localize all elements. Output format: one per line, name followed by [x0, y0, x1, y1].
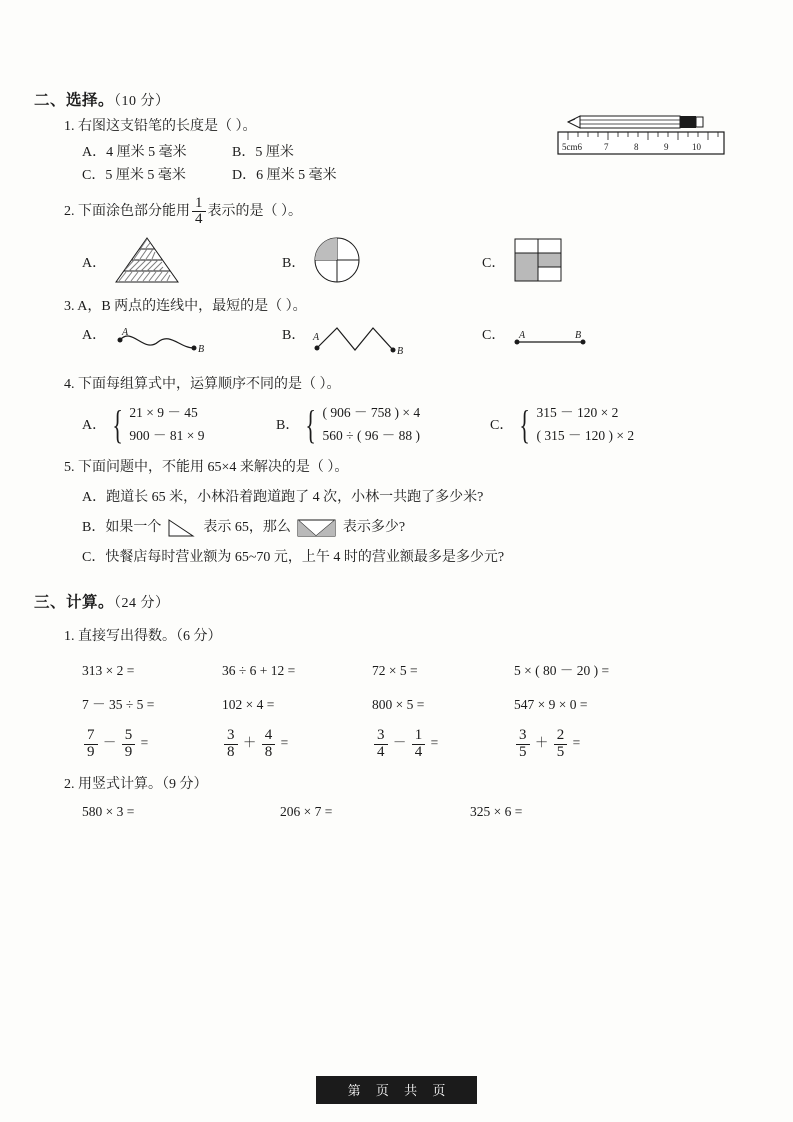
ruler-label-1: 7 — [604, 142, 609, 152]
question-3-2-points: （9 分） — [162, 776, 208, 792]
option-2-3-b — [282, 324, 482, 364]
option-2-3-b-label: B． — [282, 327, 306, 343]
fraction: $\frac{3}{5}$ — [516, 728, 530, 761]
square-grid-figure — [509, 234, 571, 286]
svg-text:A: A — [122, 326, 129, 338]
question-3-2-number: 2. — [64, 776, 75, 792]
circle-quarters-figure — [309, 234, 369, 286]
page-footer — [0, 1076, 793, 1104]
option-2-3-c — [482, 324, 682, 364]
fraction: $\frac{7}{9}$ — [84, 728, 98, 761]
curve-path-figure — [110, 324, 220, 364]
expr-c-1: 315 － 120 × 2 — [536, 404, 619, 420]
svg-text:B: B — [198, 343, 205, 355]
fraction: $\frac{4}{8}$ — [262, 728, 276, 761]
fraction: $\frac{2}{5}$ — [554, 728, 568, 761]
option-2-2-a — [82, 234, 282, 286]
section-two — [34, 88, 734, 568]
question-2-2-options — [82, 234, 734, 286]
svg-text:A: A — [519, 329, 526, 341]
option-2-1-d: D．6 厘米 5 毫米 — [232, 167, 337, 183]
mental-math-cell: 72 × 5 = — [372, 662, 418, 678]
mental-math-cell: $\frac{3}{5}$ ＋ $\frac{2}{5}$ = — [514, 723, 674, 762]
brace-group-b — [301, 402, 420, 448]
section-three-points: （24 分） — [114, 596, 170, 612]
question-2-3-text — [64, 296, 734, 318]
flag-shape-shaded-icon — [295, 518, 339, 538]
option-2-3-a-label: A． — [82, 327, 107, 343]
question-2-4-text — [64, 374, 734, 396]
option-2-2-b — [282, 234, 482, 286]
section-two-title: 二、选择。 — [34, 92, 115, 109]
question-3-1-stem: 直接写出得数。 — [78, 629, 176, 645]
option-2-4-c — [490, 402, 634, 448]
option-2-3-c-label: C． — [482, 327, 506, 343]
option-2-5-a: A．跑道长 65 米，小林沿着跑道跑了 4 次，小林一共跑了多少米? — [82, 490, 484, 506]
brace-group-c — [515, 402, 634, 448]
ruler-label-4: 10 — [692, 142, 701, 152]
option-2-5-b: B．如果一个 表示 65，那么 表示多少? — [82, 517, 734, 539]
left-brace-icon: { — [519, 401, 531, 447]
left-brace-icon: { — [112, 401, 124, 447]
question-2-3-number: 3. — [64, 299, 75, 315]
ruler-label-3: 9 — [664, 142, 669, 152]
mental-math-cell: 7 － 35 ÷ 5 = — [82, 697, 155, 713]
question-3-2-text — [64, 774, 734, 796]
svg-text:A: A — [313, 331, 320, 343]
option-2-2-c-label: C． — [482, 256, 506, 272]
expr-b-2: 560 ÷ ( 96 － 88 ) — [322, 427, 420, 443]
question-2-2-number: 2. — [64, 203, 75, 219]
question-3-1-number: 1. — [64, 629, 75, 645]
pencil-icon — [568, 116, 703, 128]
option-2-4-b-label: B． — [276, 417, 300, 433]
option-2-2-a-label: A． — [82, 256, 107, 272]
mental-math-cell: 5 × ( 80 － 20 ) = — [514, 662, 610, 678]
ruler-label-0: 5cm6 — [562, 142, 582, 152]
question-2-4-stem: 下面每组算式中，运算顺序不同的是（ ）。 — [78, 376, 341, 392]
brace-group-a — [108, 402, 204, 448]
expr-a-1: 21 × 9 － 45 — [129, 404, 198, 420]
ruler-icon — [558, 132, 724, 154]
svg-text:B: B — [397, 345, 404, 357]
question-2-4-number: 4. — [64, 376, 75, 392]
mental-math-cell: 313 × 2 = — [82, 662, 135, 678]
question-2-1-number: 1. — [64, 119, 75, 134]
question-3-2-stem: 用竖式计算。 — [78, 776, 162, 792]
question-2-3-stem: A，B 两点的连线中，最短的是（ ）。 — [77, 299, 307, 315]
svg-text:B: B — [575, 329, 582, 341]
mental-math-cell: $\frac{7}{9}$ － $\frac{5}{9}$ = — [82, 723, 222, 762]
question-2-4-options — [82, 402, 734, 448]
page-number-bar: 第 页 共 页 — [316, 1076, 478, 1104]
section-three-title: 三、计算。 — [34, 594, 115, 612]
question-3-1-text — [64, 626, 734, 648]
expr-b-1: ( 906 － 758 ) × 4 — [322, 404, 421, 420]
option-2-4-c-label: C． — [490, 417, 514, 433]
vertical-calc-cell: 580 × 3 = — [82, 803, 135, 819]
expr-c-2: ( 315 － 120 ) × 2 — [536, 427, 635, 443]
option-2-2-b-label: B． — [282, 256, 306, 272]
page-content — [34, 88, 734, 820]
question-2-2-fraction: $\frac{1}{4}$ — [192, 196, 206, 229]
option-2-5-c: C．快餐店每时营业额为 65~70 元，上午 4 时的营业额最多是多少元? — [82, 549, 505, 565]
section-three — [34, 590, 734, 819]
option-2-1-c: C．5 厘米 5 毫米 — [82, 167, 186, 183]
option-2-4-a-label: A． — [82, 417, 107, 433]
vertical-calc-cell: 325 × 6 = — [470, 803, 523, 819]
question-2-1-stem: 右图这支铅笔的长度是（ ）。 — [78, 119, 257, 134]
question-2-5-number: 5. — [64, 460, 75, 476]
flag-shape-plain-icon — [165, 518, 199, 538]
section-two-points: （10 分） — [114, 94, 170, 109]
question-2-2-stem-after: 表示的是（ ）。 — [207, 203, 302, 219]
option-2-4-b — [276, 402, 490, 448]
option-2-4-a — [82, 402, 276, 448]
zigzag-path-figure — [309, 324, 419, 364]
question-3-1-points: （6 分） — [176, 629, 222, 645]
fraction: $\frac{5}{9}$ — [122, 728, 136, 761]
option-2-3-a — [82, 324, 282, 364]
mental-math-cell: $\frac{3}{8}$ ＋ $\frac{4}{8}$ = — [222, 723, 372, 762]
question-2-5-text — [64, 457, 734, 479]
fraction: $\frac{3}{8}$ — [224, 728, 238, 761]
fraction: $\frac{1}{4}$ — [412, 728, 426, 761]
option-2-1-b: B．5 厘米 — [232, 144, 294, 160]
question-2-1 — [34, 116, 734, 184]
triangle-shaded-figure — [110, 234, 184, 286]
question-2-5-stem: 下面问题中，不能用 65×4 来解决的是（ ）。 — [78, 460, 349, 476]
option-2-1-a: A．4 厘米 5 毫米 — [82, 144, 187, 160]
option-2-2-c — [482, 234, 682, 286]
question-2-2-text — [64, 196, 734, 229]
section-three-heading — [34, 590, 734, 612]
question-2-2-stem-before: 下面涂色部分能用 — [78, 203, 190, 219]
mental-math-cell: 36 ÷ 6 + 12 = — [222, 662, 296, 678]
mental-math-cell: 547 × 9 × 0 = — [514, 697, 588, 713]
left-brace-icon: { — [305, 401, 317, 447]
question-2-3-options — [82, 324, 734, 364]
expr-a-2: 900 － 81 × 9 — [129, 427, 205, 443]
vertical-calc-cell: 206 × 7 = — [280, 803, 333, 819]
ruler-label-2: 8 — [634, 142, 639, 152]
straight-segment-figure — [509, 324, 619, 364]
fraction: $\frac{3}{4}$ — [374, 728, 388, 761]
mental-math-cell: $\frac{3}{4}$ － $\frac{1}{4}$ = — [372, 723, 514, 762]
mental-math-grid — [82, 654, 734, 762]
vertical-calc-row — [82, 804, 734, 820]
pencil-ruler-figure — [542, 94, 728, 160]
mental-math-cell: 102 × 4 = — [222, 697, 275, 713]
mental-math-cell: 800 × 5 = — [372, 697, 425, 713]
